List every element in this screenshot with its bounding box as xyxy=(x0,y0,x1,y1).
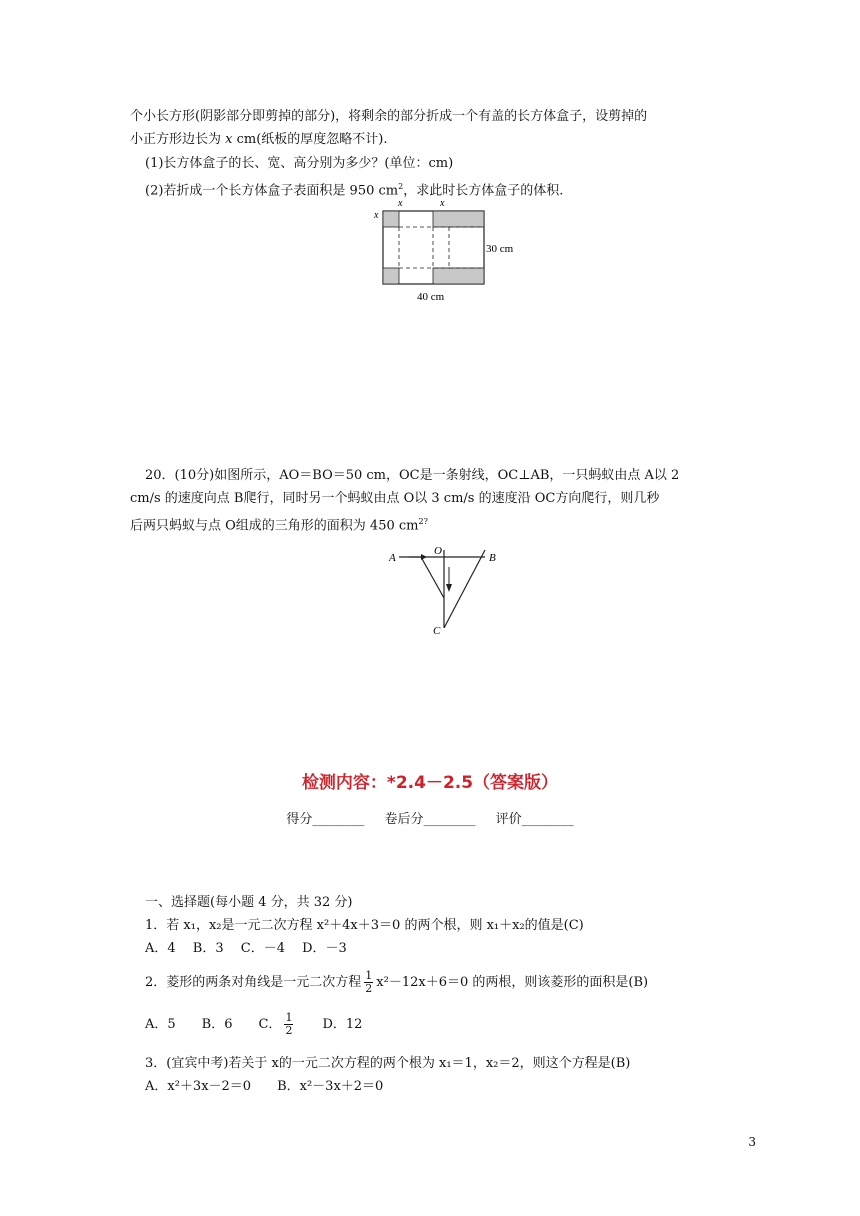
cut-rect-bottom-right xyxy=(433,268,484,284)
fig2-label-c: C xyxy=(433,625,441,637)
mc-question-1: 1．若 x₁，x₂是一元二次方程 x²＋4x＋3＝0 的两个根，则 x₁＋x₂的值是(C) xyxy=(145,918,584,933)
mc-question-3-options: A．x²＋3x－2＝0 B．x²－3x＋2＝0 xyxy=(145,1079,384,1094)
intro-line-1: 个小长方形(阴影部分即剪掉的部分)，将剩余的部分折成一个有盖的长方体盒子，设剪掉的 xyxy=(130,109,648,124)
fig2-label-a: A xyxy=(389,552,396,564)
fig1-label-width: 40 cm xyxy=(417,291,445,303)
q2-option-c-fraction: $\frac{1}{2}$ xyxy=(285,1011,293,1037)
intro-line-2: 小正方形边长为 x cm(纸板的厚度忽略不计). xyxy=(130,132,388,147)
page-number: 3 xyxy=(748,1135,756,1149)
part1-heading: 一、选择题(每小题 4 分，共 32 分) xyxy=(145,895,353,910)
section-title: 检测内容：*2.4－2.5（答案版） xyxy=(301,773,559,793)
ant-figure xyxy=(385,540,515,640)
question-1: (1)长方体盒子的长、宽、高分别为多少？(单位：cm) xyxy=(145,156,454,171)
q20-line-1: 20．(10分)如图所示，AO＝BO＝50 cm，OC是一条射线，OC⊥AB，一只蚂蚁由点 A以 2 xyxy=(145,468,680,483)
score-field: 得分________ xyxy=(286,812,365,827)
fig1-label-height: 30 cm xyxy=(486,243,514,255)
q2-fraction: $\frac{1}{2}$ xyxy=(365,969,373,995)
q20-line-3: 后两只蚂蚁与点 O组成的三角形的面积为 450 $cm^{2?}$ xyxy=(130,517,428,534)
mc-question-2-options: A．5 B．6 C． $\frac{1}{2}$ D．12 xyxy=(145,1011,363,1037)
cut-corner-bottom-left xyxy=(383,268,399,284)
fig2-label-b: B xyxy=(489,552,496,564)
mc-question-1-options: A．4 B．3 C．－4 D．－3 xyxy=(145,941,347,956)
mc-question-3: 3．(宜宾中考)若关于 x的一元二次方程的两个根为 x₁＝1，x₂＝2，则这个方程是(B) xyxy=(145,1056,631,1071)
fig1-label-x-left: x xyxy=(374,210,379,221)
mc-question-2: 2．菱形的两条对角线是一元二次方程 $\frac{1}{2}$ x²－12x＋6＝0 的两根，则该菱形的面积是(B) xyxy=(145,969,649,995)
cut-rect-top-right xyxy=(433,211,484,227)
cardboard-figure xyxy=(365,196,535,306)
fig1-label-x-top1: x xyxy=(398,198,403,209)
fig1-label-x-top2: x xyxy=(440,198,445,209)
q20-line-2: cm/s 的速度向点 B爬行，同时另一个蚂蚁由点 O以 3 cm/s 的速度沿 OC方向爬行，则几秒 xyxy=(130,491,660,506)
evaluation-field: 评价________ xyxy=(495,812,574,827)
score-row xyxy=(0,808,860,827)
after-score-field: 卷后分________ xyxy=(384,812,476,827)
fig2-label-o: O xyxy=(434,545,442,557)
cut-corner-top-left xyxy=(383,211,399,227)
question-2: (2)若折成一个长方体盒子表面积是 950 $cm^2$，求此时长方体盒子的体积. xyxy=(145,182,564,199)
